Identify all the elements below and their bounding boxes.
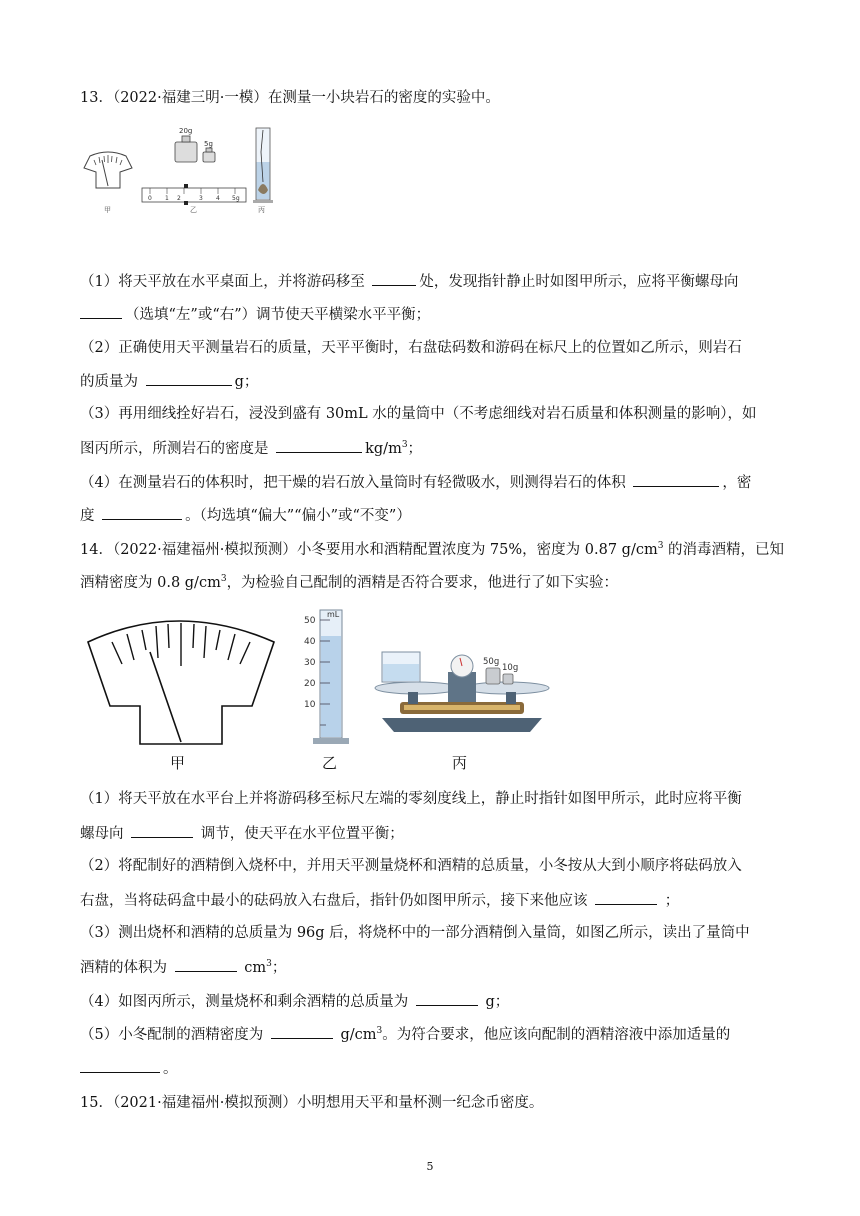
answer-blank[interactable]: [595, 890, 657, 905]
cylinder-unit-label: mL: [327, 610, 340, 619]
fig-caption: 丙: [452, 754, 468, 772]
q13-part1-line2: （选填“左”或“右”）调节使天平横梁水平平衡；: [80, 304, 430, 325]
balance-dial-icon: [84, 152, 132, 188]
answer-blank[interactable]: [80, 304, 122, 319]
answer-blank[interactable]: [175, 957, 237, 972]
q13-part4-line2: 度 。（均选填“偏大”“偏小”或“不变”）: [80, 505, 411, 526]
page-number: 5: [426, 1160, 434, 1173]
answer-blank[interactable]: [416, 991, 478, 1006]
cylinder-tick-label: 20: [304, 679, 316, 689]
q14-part5-line2: 。: [80, 1058, 178, 1079]
answer-blank[interactable]: [80, 1058, 160, 1073]
q13-figure: [80, 122, 290, 218]
balance-scale-icon: [375, 652, 549, 732]
ruler-tick-label: 3: [199, 195, 203, 202]
q13-part1-line1: （1）将天平放在水平桌面上，并将游码移至 处，发现指针静止时如图甲所示，应将平衡螺母向: [80, 271, 738, 292]
q14-part5-line1: （5）小冬配制的酒精密度为 $g/cm^3$。为符合要求，他应该向配制的酒精溶液中添加适量的: [80, 1024, 730, 1045]
fig-caption: 甲: [104, 206, 111, 214]
fig-caption: 甲: [170, 754, 186, 772]
balance-dial-icon: [88, 621, 274, 744]
ruler-tick-label: 4: [216, 195, 220, 202]
cylinder-tick-label: 50: [304, 616, 316, 626]
weight-20g-label: 20g: [179, 127, 193, 135]
graduated-cylinder-icon: [313, 610, 349, 744]
cylinder-tick-label: 10: [304, 700, 316, 710]
weight-10g-label: 10g: [502, 663, 519, 673]
weight-50g-label: 50g: [483, 657, 500, 667]
ruler-icon: [142, 184, 246, 205]
fig-caption: 乙: [322, 754, 338, 772]
q14-part2-line1: （2）将配制好的酒精倒入烧杯中，并用天平测量烧杯和酒精的总质量，小冬按从大到小顺序将砝码放入: [80, 858, 742, 874]
q14-part4: （4）如图丙所示，测量烧杯和剩余酒精的总质量为 g；: [80, 991, 509, 1012]
q13-part4-line1: （4）在测量岩石的体积时，把干燥的岩石放入量筒时有轻微吸水，则测得岩石的体积 ，密: [80, 472, 751, 493]
q14-figure: [82, 606, 552, 776]
answer-blank[interactable]: [131, 823, 193, 838]
q15-header: 15．（2021·福建福州·模拟预测）小明想用天平和量杯测一纪念币密度。: [80, 1095, 544, 1111]
ruler-tick-label: 5g: [232, 195, 240, 202]
answer-blank[interactable]: [276, 438, 362, 453]
answer-blank[interactable]: [372, 271, 416, 286]
answer-blank[interactable]: [271, 1024, 333, 1039]
q14-header-line1: 14．（2022·福建福州·模拟预测）小冬要用水和酒精配置浓度为 75%，密度为 0.87 $g/cm^3$ 的消毒酒精，已知: [80, 541, 785, 558]
answer-blank[interactable]: [633, 472, 719, 487]
q14-part2-line2: 右盘，当将砝码盒中最小的砝码放入右盘后，指针仍如图甲所示，接下来他应该 ；: [80, 890, 679, 911]
q14-part1-line1: （1）将天平放在水平台上并将游码移至标尺左端的零刻度线上，静止时指针如图甲所示，此时应将平衡: [80, 791, 742, 807]
measuring-cylinder-icon: [253, 128, 273, 203]
fig-caption: 丙: [258, 206, 265, 214]
q14-part3-line2: 酒精的体积为 $cm^3$；: [80, 957, 286, 978]
q13-part3-line1: （3）再用细线拴好岩石，浸没到盛有 30mL 水的量筒中（不考虑细线对岩石质量和体积测量的影响），如: [80, 406, 757, 422]
answer-blank[interactable]: [102, 505, 182, 520]
q14-part3-line1: （3）测出烧杯和酒精的总质量为 96g 后，将烧杯中的一部分酒精倒入量筒，如图乙所示，读出了量筒中: [80, 925, 750, 941]
weight-5g-label: 5g: [204, 140, 213, 148]
q13-part3-line2: 图丙所示，所测岩石的密度是 $kg/m^3$；: [80, 438, 422, 459]
q13-header: 13．（2022·福建三明·一模）在测量一小块岩石的密度的实验中。: [80, 90, 500, 106]
ruler-tick-label: 0: [148, 195, 152, 202]
q13-part2-line2: 的质量为 g；: [80, 371, 258, 392]
cylinder-tick-label: 30: [304, 658, 316, 668]
cylinder-tick-label: 40: [304, 637, 316, 647]
q14-header-line2: 酒精密度为 0.8 $g/cm^3$，为检验自己配制的酒精是否符合要求，他进行了如下实验：: [80, 574, 619, 591]
answer-blank[interactable]: [146, 371, 232, 386]
q14-part1-line2: 螺母向 调节，使天平在水平位置平衡；: [80, 823, 404, 844]
ruler-tick-label: 2: [177, 195, 181, 202]
ruler-tick-label: 1: [165, 195, 169, 202]
q13-part2-line1: （2）正确使用天平测量岩石的质量，天平平衡时，右盘砝码数和游码在标尺上的位置如乙所示，则岩石: [80, 340, 742, 356]
fig-caption: 乙: [190, 206, 197, 214]
